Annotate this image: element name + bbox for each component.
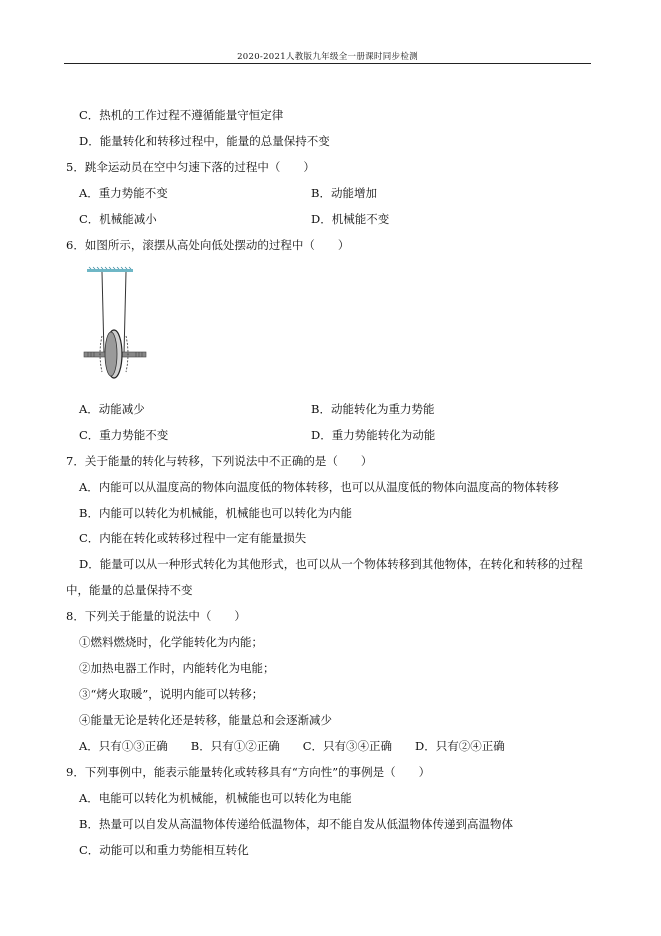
q7-option-d-line2: 中，能量的总量保持不变 (66, 583, 193, 597)
q7-option-d-line1: D．能量可以从一种形式转化为其他形式，也可以从一个物体转移到其他物体，在转化和转移的过程 (79, 557, 583, 571)
question-6: 6．如图所示，滚摆从高处向低处摆动的过程中（ ） (66, 238, 350, 252)
header-divider (64, 63, 591, 64)
q9-option-a: A．电能可以转化为机械能，机械能也可以转化为电能 (79, 791, 352, 805)
page-header: 2020-2021人教版九年级全一册课时同步检测 (237, 52, 418, 62)
q5-option-c: C．机械能减小 (79, 212, 157, 226)
q5-option-a: A．重力势能不变 (79, 186, 168, 200)
maxwell-wheel-figure (80, 266, 160, 386)
question-8: 8．下列关于能量的说法中（ ） (66, 609, 246, 623)
question-5: 5．跳伞运动员在空中匀速下落的过程中（ ） (66, 160, 315, 174)
q9-option-b: B．热量可以自发从高温物体传递给低温物体，却不能自发从低温物体传递到高温物体 (79, 817, 513, 831)
q6-option-d: D．重力势能转化为动能 (311, 428, 436, 442)
q8-statement-2: ②加热电器工作时，内能转化为电能； (79, 661, 275, 675)
q8-statement-4: ④能量无论是转化还是转移，能量总和会逐渐减少 (79, 713, 332, 727)
q8-statement-1: ①燃料燃烧时，化学能转化为内能； (79, 635, 263, 649)
q7-option-b: B．内能可以转化为机械能，机械能也可以转化为内能 (79, 506, 352, 520)
question-9: 9．下列事例中，能表示能量转化或转移具有“方向性”的事例是（ ） (66, 765, 431, 779)
q5-option-d: D．机械能不变 (311, 212, 390, 226)
q6-option-b: B．动能转化为重力势能 (311, 402, 435, 416)
q6-option-c: C．重力势能不变 (79, 428, 169, 442)
q7-option-c: C．内能在转化或转移过程中一定有能量损失 (79, 531, 307, 545)
q8-statement-3: ③“烤火取暖”，说明内能可以转移； (79, 687, 264, 701)
q8-options: A．只有①③正确 B．只有①②正确 C．只有③④正确 D．只有②④正确 (79, 739, 505, 753)
question-7: 7．关于能量的转化与转移，下列说法中不正确的是（ ） (66, 454, 373, 468)
q6-option-a: A．动能减少 (79, 402, 145, 416)
q9-option-c: C．动能可以和重力势能相互转化 (79, 843, 249, 857)
q5-option-b: B．动能增加 (311, 186, 377, 200)
option-d-prev: D．能量转化和转移过程中，能量的总量保持不变 (79, 134, 330, 148)
option-c-prev: C．热机的工作过程不遵循能量守恒定律 (79, 108, 284, 122)
q7-option-a: A．内能可以从温度高的物体向温度低的物体转移，也可以从温度低的物体向温度高的物体转移 (79, 480, 559, 494)
